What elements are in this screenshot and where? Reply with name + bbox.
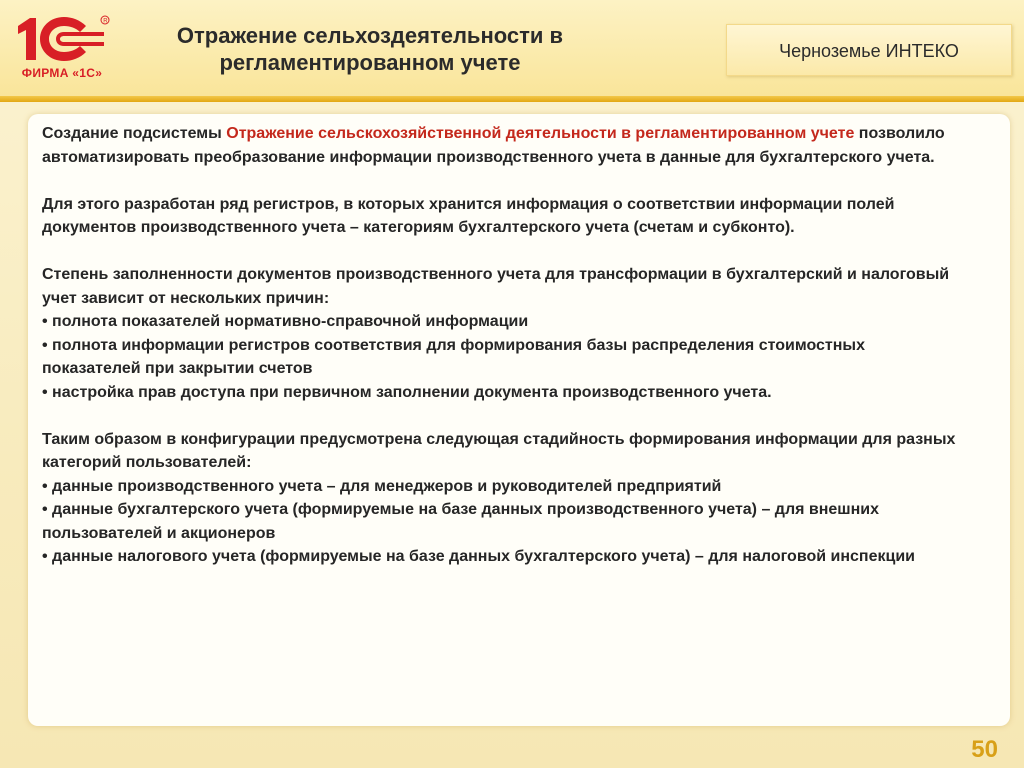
page-number: 50 xyxy=(971,736,998,763)
company-name: Черноземье ИНТЕКО xyxy=(779,41,959,61)
company-logo xyxy=(12,12,112,84)
paragraph-heading: Таким образом в конфигурации предусмотрена следующая стадийность формирования информации для разных категорий пользователей: xyxy=(42,430,956,471)
content-panel xyxy=(28,114,1010,726)
paragraph-stages xyxy=(42,428,962,569)
intro-text-continued: позволило автоматизировать преобразование информации производственного учета в данные для бухгалтерского учета. xyxy=(42,125,945,166)
logo-1c-icon xyxy=(12,12,112,66)
intro-text: Создание подсистемы xyxy=(42,125,227,142)
subsystem-name-highlight: Отражение сельскохозяйственной деятельности в регламентированном учете xyxy=(226,125,855,142)
list-item: • полнота показателей нормативно-справочной информации xyxy=(42,313,529,330)
list-item: • настройка прав доступа при первичном заполнении документа производственного учета. xyxy=(42,383,772,401)
paragraph-intro xyxy=(42,122,962,169)
paragraph-registers: Для этого разработан ряд регистров, в которых хранится информация о соответствии информации полей документов производственного учета – категориям бухгалтерского учета (счетам и субконто). xyxy=(42,195,895,236)
list-item: • данные бухгалтерского учета (формируемые на базе данных производственного учета) – для внешних пользователей и акционеров xyxy=(42,501,880,542)
content-text xyxy=(42,122,962,592)
paragraph-heading: Степень заполненности документов производственного учета для трансформации в бухгалтерский и налоговый учет зависит от нескольких причин: xyxy=(42,266,950,307)
logo-caption: ФИРМА «1С» xyxy=(21,66,103,80)
list-item: • данные налогового учета (формируемые на базе данных бухгалтерского учета) – для налоговой инспекции xyxy=(42,548,915,565)
svg-text:R: R xyxy=(103,18,108,25)
list-item: • полнота информации регистров соответствия для формирования базы распределения стоимостных показателей при закрытии счетов xyxy=(42,336,865,377)
list-item: • данные производственного учета – для менеджеров и руководителей предприятий xyxy=(42,477,722,495)
header-divider xyxy=(0,96,1024,102)
paragraph-completeness xyxy=(42,263,962,404)
page-title: Отражение сельхоздеятельности в регламентированном учете xyxy=(176,23,564,75)
company-badge xyxy=(726,24,1012,76)
